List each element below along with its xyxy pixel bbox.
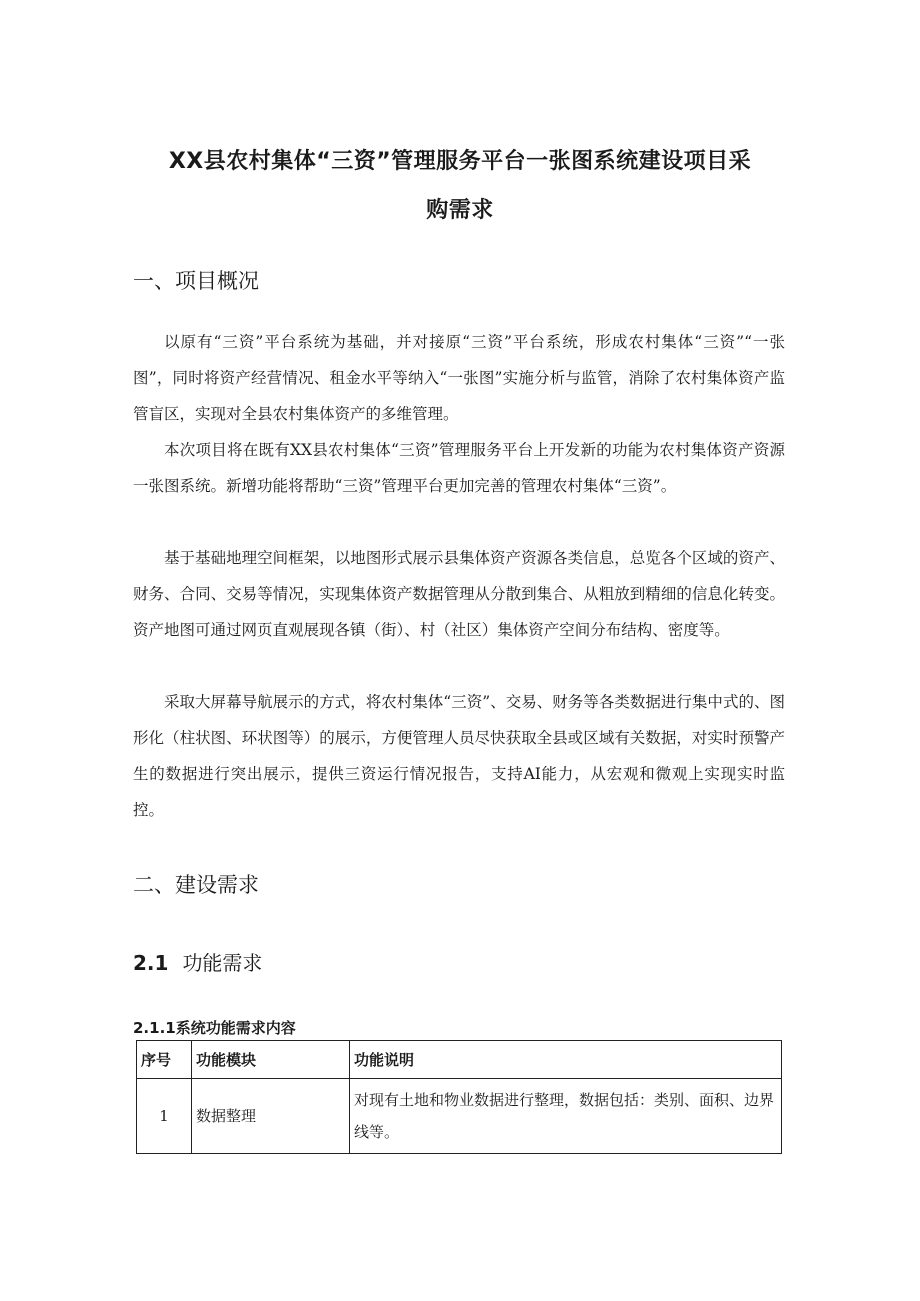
paragraph: 本次项目将在既有XX县农村集体“三资”管理服务平台上开发新的功能为农村集体资产资源一张图系统。新增功能将帮助“三资”管理平台更加完善的管理农村集体“三资”。 [133,441,785,495]
cell-module: 数据整理 [192,1079,350,1154]
table-header-row [137,1041,782,1079]
subsection-label: 功能需求 [182,951,263,975]
paragraph: 以原有“三资”平台系统为基础，并对接原“三资”平台系统，形成农村集体“三资”“一张图”，同时将资产经营情况、租金水平等纳入“一张图”实施分析与监管，消除了农村集体资产监管盲区，实现对全县农村集体资产的多维管理。 [133,333,785,423]
subsection-number: 2.1 [133,951,169,975]
cell-description: 对现有土地和物业数据进行整理，数据包括：类别、面积、边界线等。 [350,1079,782,1154]
document-title-line-2: 购需求 [426,198,494,223]
paragraph: 基于基础地理空间框架，以地图形式展示县集体资产资源各类信息，总览各个区域的资产、财务、合同、交易等情况，实现集体资产数据管理从分散到集合、从粗放到精细的信息化转变。资产地图可通过网页直观展现各镇（街）、村（社区）集体资产空间分布结构、密度等。 [133,549,785,639]
table-caption: 2.1.1系统功能需求内容 [133,1019,296,1037]
section-heading-overview: 一、项目概况 [133,269,259,293]
header-index: 序号 [137,1041,192,1079]
requirements-table [136,1040,782,1154]
header-module: 功能模块 [192,1041,350,1079]
cell-index: 1 [137,1079,192,1154]
subsection-heading [133,947,262,976]
table-row [137,1079,782,1154]
document-title-line-1: XX县农村集体“三资”管理服务平台一张图系统建设项目采 [168,149,752,174]
section-heading-requirements: 二、建设需求 [133,873,259,897]
paragraph: 采取大屏幕导航展示的方式，将农村集体“三资”、交易、财务等各类数据进行集中式的、图形化（柱状图、环状图等）的展示，方便管理人员尽快获取全县或区域有关数据，对实时预警产生的数据进行突出展示，提供三资运行情况报告，支持AI能力，从宏观和微观上实现实时监控。 [133,693,785,819]
header-description: 功能说明 [350,1041,782,1079]
